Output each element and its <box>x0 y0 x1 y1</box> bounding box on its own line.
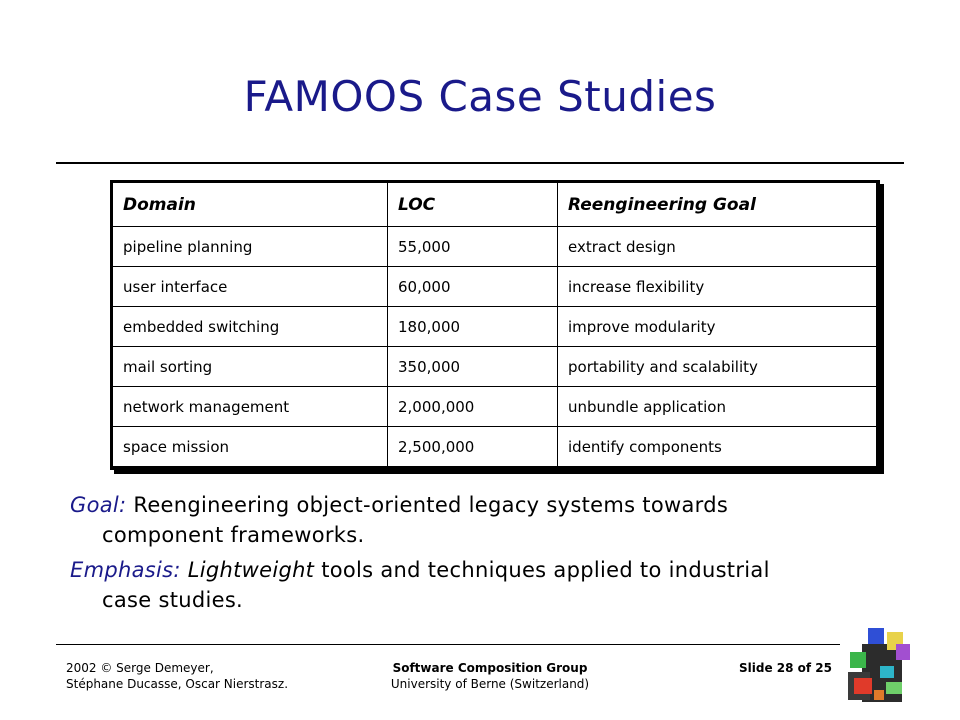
goal-paragraph <box>70 490 890 550</box>
cell-loc: 2,500,000 <box>388 427 558 467</box>
colored-blocks-logo-icon <box>840 622 912 706</box>
goal-text-line2: component frameworks. <box>102 523 365 547</box>
footer-center-line2: University of Berne (Switzerland) <box>390 677 590 691</box>
footer-center-line1: Software Composition Group <box>392 661 588 675</box>
cell-domain: embedded switching <box>113 307 388 347</box>
cell-goal: identify components <box>558 427 877 467</box>
emphasis-label: Emphasis: <box>70 558 181 582</box>
table-header-row <box>113 183 877 227</box>
goal-text-line1: Reengineering object-oriented legacy systems towards <box>126 493 729 517</box>
footer-center <box>330 660 650 692</box>
cell-goal: improve modularity <box>558 307 877 347</box>
table-row <box>113 347 877 387</box>
table-row <box>113 387 877 427</box>
footer-left-line2: Stéphane Ducasse, Oscar Nierstrasz. <box>66 677 289 691</box>
header-goal: Reengineering Goal <box>558 183 877 227</box>
cell-domain: user interface <box>113 267 388 307</box>
cell-domain: pipeline planning <box>113 227 388 267</box>
emphasis-text-line2: case studies. <box>102 588 244 612</box>
footer-left-line1: 2002 © Serge Demeyer, <box>66 661 214 675</box>
cell-domain: space mission <box>113 427 388 467</box>
table-row <box>113 307 877 347</box>
slide-title: FAMOOS Case Studies <box>243 72 717 121</box>
table-row <box>113 267 877 307</box>
cell-domain: mail sorting <box>113 347 388 387</box>
bottom-divider <box>56 644 840 645</box>
header-domain: Domain <box>113 183 388 227</box>
table-row <box>113 427 877 467</box>
cell-loc: 55,000 <box>388 227 558 267</box>
cell-loc: 2,000,000 <box>388 387 558 427</box>
cell-goal: portability and scalability <box>558 347 877 387</box>
table-row <box>113 227 877 267</box>
footer-left <box>66 660 288 692</box>
emphasis-text-line1: tools and techniques applied to industrial <box>314 558 770 582</box>
cell-loc: 180,000 <box>388 307 558 347</box>
goal-label: Goal: <box>70 493 127 517</box>
cell-domain: network management <box>113 387 388 427</box>
footer-slide-number: Slide 28 of 25 <box>739 661 832 675</box>
top-divider <box>56 162 904 164</box>
cell-loc: 60,000 <box>388 267 558 307</box>
cell-goal: increase flexibility <box>558 267 877 307</box>
emphasis-paragraph <box>70 555 890 615</box>
case-studies-table <box>110 180 880 470</box>
cell-goal: extract design <box>558 227 877 267</box>
emphasis-italic-word: Lightweight <box>180 558 315 582</box>
header-loc: LOC <box>388 183 558 227</box>
cell-loc: 350,000 <box>388 347 558 387</box>
cell-goal: unbundle application <box>558 387 877 427</box>
